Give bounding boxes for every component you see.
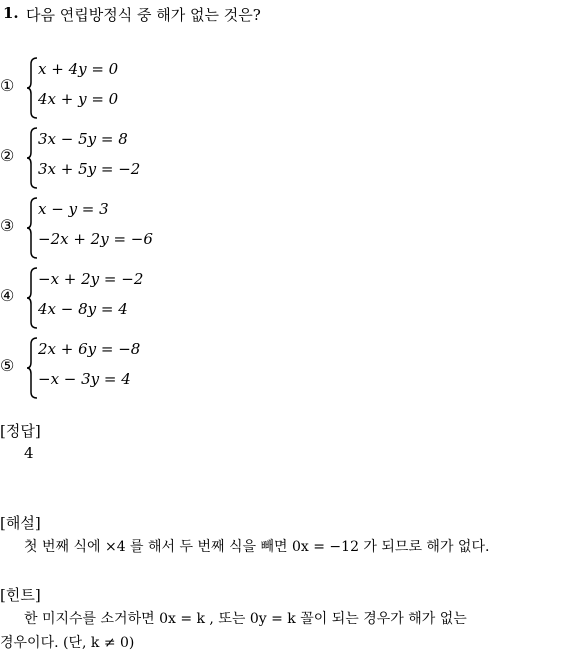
equation-1: 3x − 5y = 8 (38, 130, 128, 148)
choice-1 (0, 56, 572, 120)
choice-marker: ③ (0, 216, 15, 235)
equation-1: 2x + 6y = −8 (38, 340, 141, 358)
equation-1: −x + 2y = −2 (38, 270, 144, 288)
explanation-text: 첫 번째 식에 ×4 를 해서 두 번째 식을 빼면 0x = −12 가 되므로 해가 없다. (24, 539, 490, 555)
hint-text-line-2: 경우이다. (단, k ≠ 0) (0, 635, 135, 651)
equation-2: 4x − 8y = 4 (38, 300, 128, 318)
choice-marker: ② (0, 146, 15, 165)
choice-2 (0, 126, 572, 190)
choice-5 (0, 336, 572, 400)
choice-marker: ④ (0, 286, 15, 305)
equation-1: x + 4y = 0 (38, 60, 119, 78)
equation-2: −2x + 2y = −6 (38, 230, 153, 248)
question-text: 다음 연립방정식 중 해가 없는 것은? (26, 6, 261, 24)
equation-2: −x − 3y = 4 (38, 370, 131, 388)
explanation-label: [해설] (0, 514, 41, 532)
hint-label: [힌트] (0, 586, 41, 604)
choice-marker: ① (0, 76, 15, 95)
equation-2: 4x + y = 0 (38, 90, 119, 108)
question-number: 1. (3, 4, 19, 22)
choice-3 (0, 196, 572, 260)
equation-1: x − y = 3 (38, 200, 109, 218)
choice-marker: ⑤ (0, 356, 15, 375)
equation-2: 3x + 5y = −2 (38, 160, 141, 178)
hint-text-line-1: 한 미지수를 소거하면 0x = k , 또는 0y = k 꼴이 되는 경우가 해가 없는 (24, 611, 467, 627)
choice-4 (0, 266, 572, 330)
answer-label: [정답] (0, 422, 41, 440)
answer-value: 4 (24, 444, 34, 462)
